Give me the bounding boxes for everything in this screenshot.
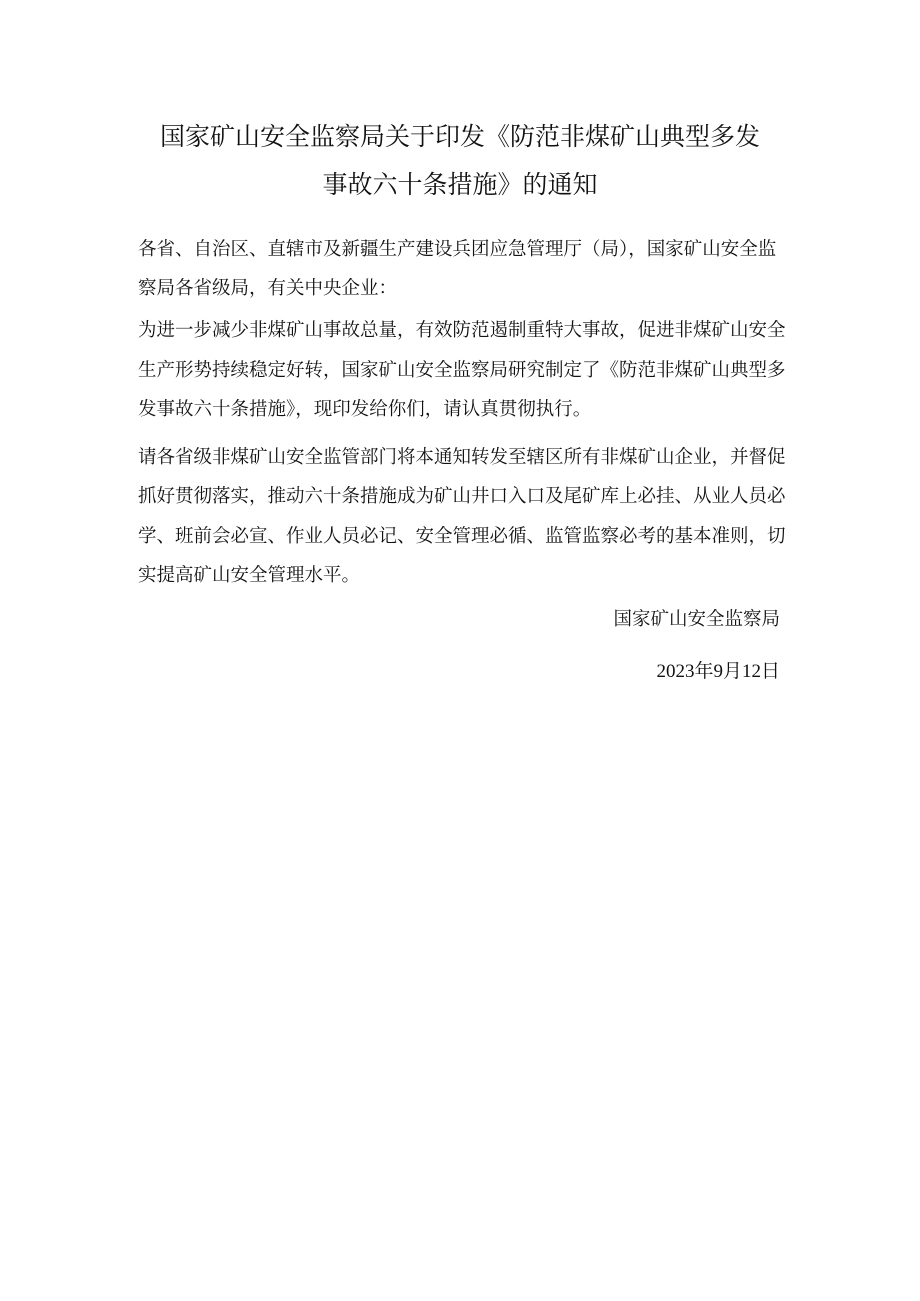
paragraph-line: 各省、自治区、直辖市及新疆生产建设兵团应急管理厅（局），国家矿山安全监 — [138, 239, 777, 260]
document-title-line-1: 国家矿山安全监察局关于印发《防范非煤矿山典型多发 — [159, 122, 760, 151]
paragraph-line: 请各省级非煤矿山安全监管部门将本通知转发至辖区所有非煤矿山企业，并督促 — [138, 447, 786, 468]
paragraph-line: 实提高矿山安全管理水平。 — [138, 565, 361, 586]
paragraph-line: 察局各省级局，有关中央企业： — [138, 278, 398, 299]
signature-date: 2023年9月12日 — [656, 661, 780, 682]
paragraph-line: 为进一步减少非煤矿山事故总量，有效防范遏制重特大事故，促进非煤矿山安全 — [138, 320, 786, 341]
paragraph-line: 发事故六十条措施》，现印发给你们，请认真贯彻执行。 — [138, 399, 592, 420]
document-title-line-2: 事故六十条措施》的通知 — [322, 170, 598, 199]
paragraph-line: 抓好贯彻落实，推动六十条措施成为矿山井口入口及尾矿库上必挂、从业人员必 — [138, 486, 786, 507]
signature-issuer: 国家矿山安全监察局 — [613, 609, 780, 630]
paragraph-line: 生产形势持续稳定好转，国家矿山安全监察局研究制定了《防范非煤矿山典型多 — [138, 360, 786, 381]
paragraph-line: 学、班前会必宣、作业人员必记、安全管理必循、监管监察必考的基本准则，切 — [138, 526, 786, 547]
